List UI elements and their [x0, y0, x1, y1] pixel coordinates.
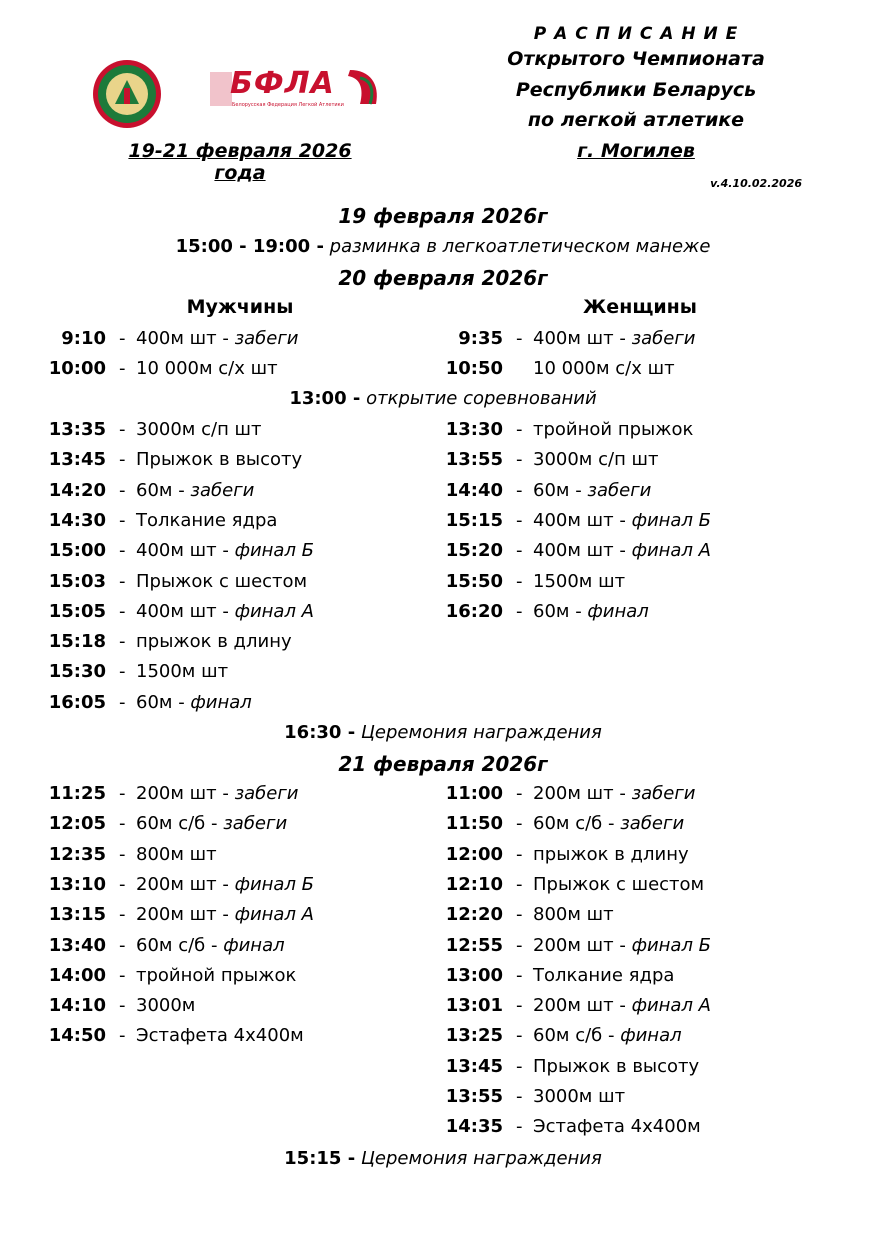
event-time: 12:55	[445, 934, 503, 956]
day1-warmup-text: разминка в легкоатлетическом манеже	[329, 236, 711, 257]
event-time: 13:30	[445, 419, 503, 440]
event-stage: финал А	[631, 995, 711, 1017]
event-dash: -	[516, 995, 523, 1017]
event-discipline: тройной прыжок	[533, 419, 694, 440]
schedule-row	[433, 813, 793, 841]
event-name	[533, 449, 659, 470]
event-name	[533, 540, 711, 561]
event-discipline: Эстафета 4х400м	[533, 1116, 701, 1138]
event-dash: -	[119, 540, 126, 562]
event-discipline: Прыжок с шестом	[136, 570, 308, 592]
event-time: 15:05	[48, 600, 106, 622]
event-name	[136, 783, 299, 804]
event-stage: забеги	[631, 328, 696, 349]
event-dash: -	[516, 964, 523, 986]
event-stage: финал А	[234, 600, 314, 622]
event-time: 15:03	[48, 570, 106, 592]
event-time: 9:10	[61, 328, 106, 349]
day1-title: 19 февраля 2026г	[338, 204, 548, 228]
event-discipline: 400м шт -	[136, 600, 235, 622]
event-dash: -	[119, 783, 126, 804]
schedule-row	[433, 874, 793, 902]
event-time: 13:45	[48, 449, 106, 471]
schedule-row	[433, 601, 793, 629]
event-discipline: 60м -	[136, 479, 191, 501]
event-name	[136, 904, 314, 925]
schedule-row	[36, 874, 396, 902]
event-name	[533, 1025, 682, 1046]
event-name	[533, 783, 696, 804]
event-discipline: прыжок в длину	[136, 631, 292, 653]
event-discipline: Прыжок с шестом	[533, 873, 705, 895]
event-dash: -	[516, 1055, 523, 1077]
event-name	[136, 449, 302, 470]
bfla-logo-caption: Белорусская Федерация Легкой Атлетики	[232, 102, 344, 108]
event-name	[533, 1116, 701, 1137]
event-time: 15:30	[48, 661, 106, 683]
event-discipline: 200м шт -	[136, 873, 235, 895]
event-time: 14:50	[48, 1025, 106, 1047]
event-discipline: 60м -	[136, 691, 191, 713]
day2-title: 20 февраля 2026г	[338, 266, 548, 290]
day2-opening	[0, 388, 886, 409]
schedule-row	[433, 480, 793, 508]
event-dash: -	[516, 1086, 523, 1107]
schedule-row	[433, 783, 793, 811]
schedule-row	[433, 1086, 793, 1114]
event-discipline: 3000м с/п шт	[136, 419, 262, 440]
schedule-row	[433, 328, 793, 356]
event-name	[136, 874, 314, 895]
event-name	[533, 358, 675, 379]
event-discipline: 60м с/б -	[533, 813, 621, 835]
schedule-row	[36, 813, 396, 841]
event-discipline: Прыжок в высоту	[136, 449, 303, 471]
title-line-2: Открытого Чемпионата	[507, 48, 765, 70]
schedule-row	[433, 1056, 793, 1084]
event-discipline: 10 000м с/х шт	[136, 358, 278, 380]
schedule-row	[433, 995, 793, 1023]
schedule-row	[433, 1116, 793, 1144]
event-time: 12:35	[48, 843, 106, 865]
event-time: 13:25	[445, 1025, 503, 1047]
event-discipline: 400м шт -	[533, 509, 632, 531]
event-discipline: 800м шт	[136, 843, 217, 865]
schedule-row	[433, 935, 793, 963]
event-time: 12:20	[445, 904, 503, 926]
day3-ceremony	[0, 1148, 886, 1169]
version-label: v.4.10.02.2026	[710, 177, 802, 190]
event-stage: финал Б	[631, 934, 712, 956]
schedule-row	[36, 358, 396, 386]
schedule-row	[36, 631, 396, 659]
event-dash: -	[516, 904, 523, 926]
event-stage: финал А	[631, 540, 711, 562]
event-time: 13:10	[48, 873, 106, 895]
event-discipline: 400м шт -	[533, 328, 632, 349]
event-name	[533, 328, 696, 349]
event-dash: -	[119, 995, 126, 1017]
event-dash: -	[516, 449, 523, 471]
event-time: 12:10	[445, 873, 503, 895]
event-dash: -	[119, 691, 126, 713]
event-time: 11:25	[48, 783, 106, 804]
event-dash: -	[119, 600, 126, 622]
event-dash: -	[119, 631, 126, 653]
day1-warmup-time: 15:00 - 19:00 -	[175, 236, 324, 257]
schedule-row	[433, 510, 793, 538]
event-name	[136, 1025, 304, 1046]
day3-ceremony-text: Церемония награждения	[360, 1148, 602, 1169]
event-discipline: Эстафета 4х400м	[136, 1025, 304, 1047]
event-discipline: 800м шт	[533, 904, 614, 926]
men-column-header: Мужчины	[186, 296, 294, 318]
event-name	[533, 419, 693, 440]
event-name	[533, 1056, 699, 1077]
event-discipline: 60м -	[533, 479, 588, 501]
event-time: 9:35	[458, 328, 503, 349]
event-time: 13:45	[445, 1055, 503, 1077]
day3-title: 21 февраля 2026г	[338, 752, 548, 776]
event-stage: финал Б	[234, 540, 315, 562]
event-name	[136, 328, 299, 349]
schedule-row	[36, 692, 396, 720]
event-dash: -	[516, 419, 523, 440]
event-discipline: 60м с/б -	[533, 1025, 621, 1047]
event-dash: -	[119, 358, 126, 380]
event-stage: финал А	[234, 904, 314, 926]
event-discipline: 400м шт -	[136, 328, 235, 349]
event-time: 10:50	[445, 358, 503, 380]
schedule-row	[36, 328, 396, 356]
event-discipline: 400м шт -	[136, 540, 235, 562]
event-name	[136, 540, 314, 561]
event-name	[533, 571, 625, 592]
day2-opening-text: открытие соревнований	[366, 388, 597, 409]
event-dash: -	[119, 509, 126, 531]
event-name	[136, 510, 277, 531]
bfla-logo-text: БФЛА	[230, 66, 335, 101]
schedule-row	[36, 571, 396, 599]
schedule-row	[36, 783, 396, 811]
event-dash: -	[516, 1116, 523, 1138]
event-dash: -	[119, 964, 126, 986]
event-discipline: 60м с/б -	[136, 934, 224, 956]
event-name	[136, 844, 217, 865]
event-dash: -	[516, 813, 523, 835]
schedule-row	[433, 419, 793, 447]
event-discipline: Толкание ядра	[136, 509, 278, 531]
day2-ceremony-time: 16:30 -	[284, 722, 356, 743]
event-stage: финал	[620, 1025, 682, 1047]
event-stage: финал	[223, 934, 285, 956]
event-time: 14:30	[48, 509, 106, 531]
schedule-row	[433, 844, 793, 872]
event-time: 10:00	[48, 358, 106, 380]
event-dash: -	[119, 570, 126, 592]
bfla-logo	[210, 64, 382, 112]
event-discipline: тройной прыжок	[136, 964, 297, 986]
event-dash: -	[119, 661, 126, 683]
event-time: 13:55	[445, 449, 503, 471]
event-dash: -	[516, 328, 523, 349]
event-name	[136, 631, 292, 652]
event-name	[136, 965, 296, 986]
event-name	[136, 601, 314, 622]
event-discipline: 3000м	[136, 995, 196, 1017]
event-discipline: 200м шт -	[136, 783, 235, 804]
event-stage: забеги	[190, 479, 255, 501]
event-time: 13:55	[445, 1086, 503, 1107]
schedule-row	[433, 449, 793, 477]
event-dates: 19-21 февраля 2026 года	[128, 140, 352, 184]
schedule-row	[36, 965, 396, 993]
event-time: 13:00	[445, 964, 503, 986]
schedule-row	[36, 844, 396, 872]
event-name	[533, 813, 684, 834]
event-name	[136, 995, 195, 1016]
event-name	[533, 480, 651, 501]
event-discipline: прыжок в длину	[533, 843, 689, 865]
event-time: 14:35	[445, 1116, 503, 1138]
schedule-row	[433, 1025, 793, 1053]
event-discipline: 200м шт -	[533, 934, 632, 956]
event-dash: -	[119, 934, 126, 956]
event-time: 16:05	[48, 691, 106, 713]
title-line-3: Республики Беларусь	[515, 79, 757, 101]
event-name	[533, 601, 649, 622]
schedule-row	[36, 480, 396, 508]
event-stage: забеги	[223, 813, 288, 835]
event-name	[533, 935, 711, 956]
event-discipline: 1500м шт	[136, 661, 229, 683]
event-name	[136, 692, 252, 713]
event-stage: забеги	[631, 783, 696, 804]
event-time: 14:20	[48, 479, 106, 501]
event-dash: -	[516, 570, 523, 592]
event-dash: -	[119, 904, 126, 926]
schedule-row	[36, 904, 396, 932]
event-dash: -	[119, 873, 126, 895]
event-stage: финал Б	[234, 873, 315, 895]
event-discipline: 200м шт -	[533, 995, 632, 1017]
event-dash: -	[119, 328, 126, 349]
schedule-heading: Р А С П И С А Н И Е	[533, 24, 739, 44]
event-stage: забеги	[587, 479, 652, 501]
event-time: 14:40	[445, 479, 503, 501]
event-name	[533, 965, 674, 986]
event-name	[533, 874, 704, 895]
event-dash: -	[516, 600, 523, 622]
schedule-row	[36, 419, 396, 447]
title-line-4: по легкой атлетике	[527, 109, 745, 131]
event-stage: забеги	[234, 783, 299, 804]
event-name	[136, 661, 228, 682]
event-time: 14:00	[48, 964, 106, 986]
title-city: г. Могилев	[577, 140, 695, 162]
event-discipline: 60м -	[533, 600, 588, 622]
event-dash: -	[516, 540, 523, 562]
event-dash: -	[516, 509, 523, 531]
event-time: 15:18	[48, 631, 106, 653]
event-discipline: 200м шт -	[533, 783, 632, 804]
event-dash: -	[516, 934, 523, 956]
event-name	[136, 419, 262, 440]
event-time: 15:15	[445, 509, 503, 531]
event-time: 13:01	[445, 995, 503, 1017]
schedule-row	[433, 904, 793, 932]
schedule-row	[36, 449, 396, 477]
event-name	[533, 904, 614, 925]
event-discipline: 60м с/б -	[136, 813, 224, 835]
event-dash: -	[516, 873, 523, 895]
event-name	[136, 358, 278, 379]
event-name	[136, 813, 287, 834]
schedule-row	[36, 661, 396, 689]
event-name	[533, 1086, 625, 1107]
event-time: 11:00	[445, 783, 503, 804]
day1-warmup	[0, 236, 886, 257]
schedule-row	[36, 540, 396, 568]
event-time: 11:50	[445, 813, 503, 835]
women-column-header: Женщины	[583, 296, 697, 318]
event-name	[136, 935, 285, 956]
day2-ceremony	[0, 722, 886, 743]
event-discipline: 3000м с/п шт	[533, 449, 659, 471]
event-discipline: Прыжок в высоту	[533, 1055, 700, 1077]
event-discipline: Толкание ядра	[533, 964, 675, 986]
event-dash: -	[119, 419, 126, 440]
schedule-row	[36, 510, 396, 538]
event-dash: -	[119, 843, 126, 865]
event-stage: финал	[587, 600, 649, 622]
event-discipline: 3000м шт	[533, 1086, 626, 1107]
event-name	[136, 571, 307, 592]
event-dash: -	[119, 449, 126, 471]
event-name	[533, 995, 711, 1016]
event-time: 15:50	[445, 570, 503, 592]
event-dash: -	[119, 479, 126, 501]
event-stage: забеги	[234, 328, 299, 349]
event-discipline: 400м шт -	[533, 540, 632, 562]
event-discipline: 1500м шт	[533, 570, 626, 592]
schedule-row	[36, 935, 396, 963]
event-time: 15:20	[445, 540, 503, 562]
event-name	[136, 480, 254, 501]
event-time: 15:00	[48, 540, 106, 562]
event-stage: забеги	[620, 813, 685, 835]
schedule-row	[36, 601, 396, 629]
day2-ceremony-text: Церемония награждения	[360, 722, 602, 743]
event-dash: -	[516, 479, 523, 501]
event-stage: финал	[190, 691, 252, 713]
schedule-row	[36, 995, 396, 1023]
day2-opening-time: 13:00 -	[289, 388, 361, 409]
event-time: 13:15	[48, 904, 106, 926]
schedule-row	[433, 571, 793, 599]
schedule-row	[433, 540, 793, 568]
event-time: 13:40	[48, 934, 106, 956]
schedule-row	[433, 965, 793, 993]
event-time: 16:20	[445, 600, 503, 622]
event-dash: -	[516, 783, 523, 804]
schedule-row	[36, 1025, 396, 1053]
event-name	[533, 510, 711, 531]
event-time: 14:10	[48, 995, 106, 1017]
event-time: 12:00	[445, 843, 503, 865]
event-discipline: 200м шт -	[136, 904, 235, 926]
event-time: 13:35	[48, 419, 106, 440]
event-dash: -	[516, 1025, 523, 1047]
schedule-row	[433, 358, 793, 386]
event-name	[533, 844, 689, 865]
event-dash: -	[516, 843, 523, 865]
event-discipline: 10 000м с/х шт	[533, 358, 675, 380]
federation-emblem-logo	[91, 58, 163, 130]
event-dash: -	[119, 1025, 126, 1047]
day3-ceremony-time: 15:15 -	[284, 1148, 356, 1169]
event-dash: -	[119, 813, 126, 835]
event-stage: финал Б	[631, 509, 712, 531]
event-time: 12:05	[48, 813, 106, 835]
